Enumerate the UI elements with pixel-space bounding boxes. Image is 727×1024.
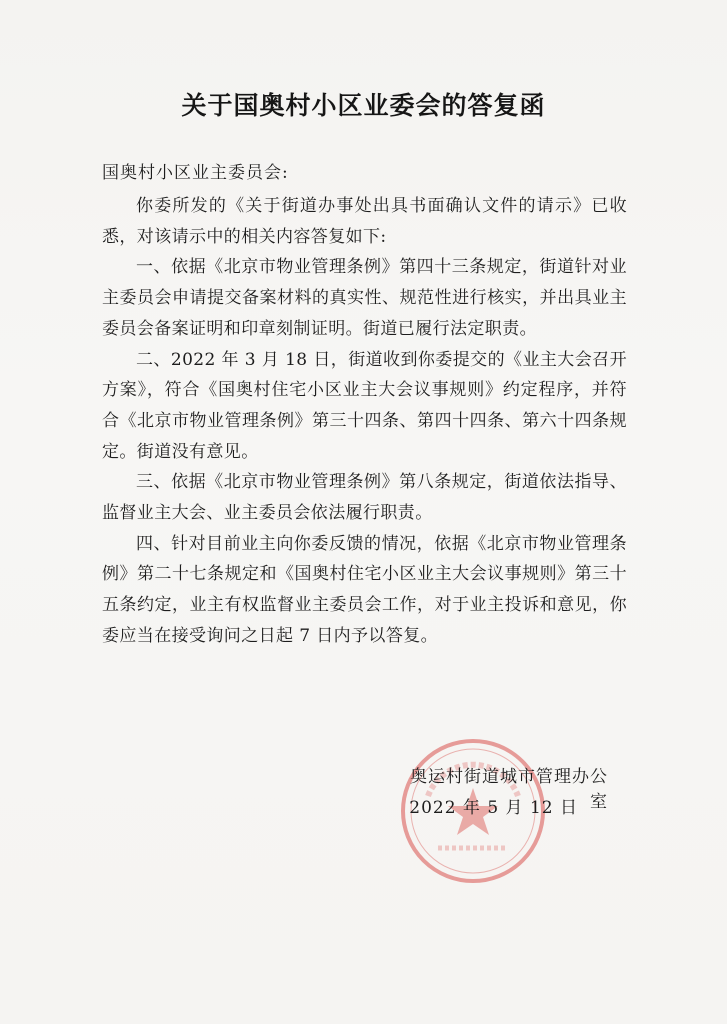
letter-body: [102, 191, 627, 652]
paragraph-point-1: 一、依据《北京市物业管理条例》第四十三条规定，街道针对业主委员会申请提交备案材料的真实性、规范性进行核实，并出具业主委员会备案证明和印章刻制证明。街道已履行法定职责。: [102, 257, 627, 339]
paragraph-point-4: 四、针对目前业主向你委反馈的情况，依据《北京市物业管理条例》第二十七条规定和《国奥村住宅小区业主大会议事规则》第三十五条约定，业主有权监督业主委员会工作，对于业主投诉和意见，你委应当在接受询问之日起 7 日内予以答复。: [102, 533, 627, 646]
paragraph-intro: 你委所发的《关于街道办事处出具书面确认文件的请示》已收悉，对该请示中的相关内容答复如下:: [102, 196, 627, 247]
paragraph-point-2: 二、2022 年 3 月 18 日，街道收到你委提交的《业主大会召开方案》，符合《国奥村住宅小区业主大会议事规则》约定程序，并符合《北京市物业管理条例》第三十四条、第四十四条、第六十四条规定。街道没有意见。: [102, 349, 627, 462]
signature-office: 奥运村街道城市管理办公室: [410, 767, 608, 812]
salutation: 国奥村小区业主委员会:: [102, 163, 289, 183]
document-title: 关于国奥村小区业委会的答复函: [181, 91, 546, 120]
paragraph-point-3: 三、依据《北京市物业管理条例》第八条规定，街道依法指导、监督业主大会、业主委员会依法履行职责。: [102, 472, 627, 524]
signature-date: 2022 年 5 月 12 日: [409, 798, 578, 818]
